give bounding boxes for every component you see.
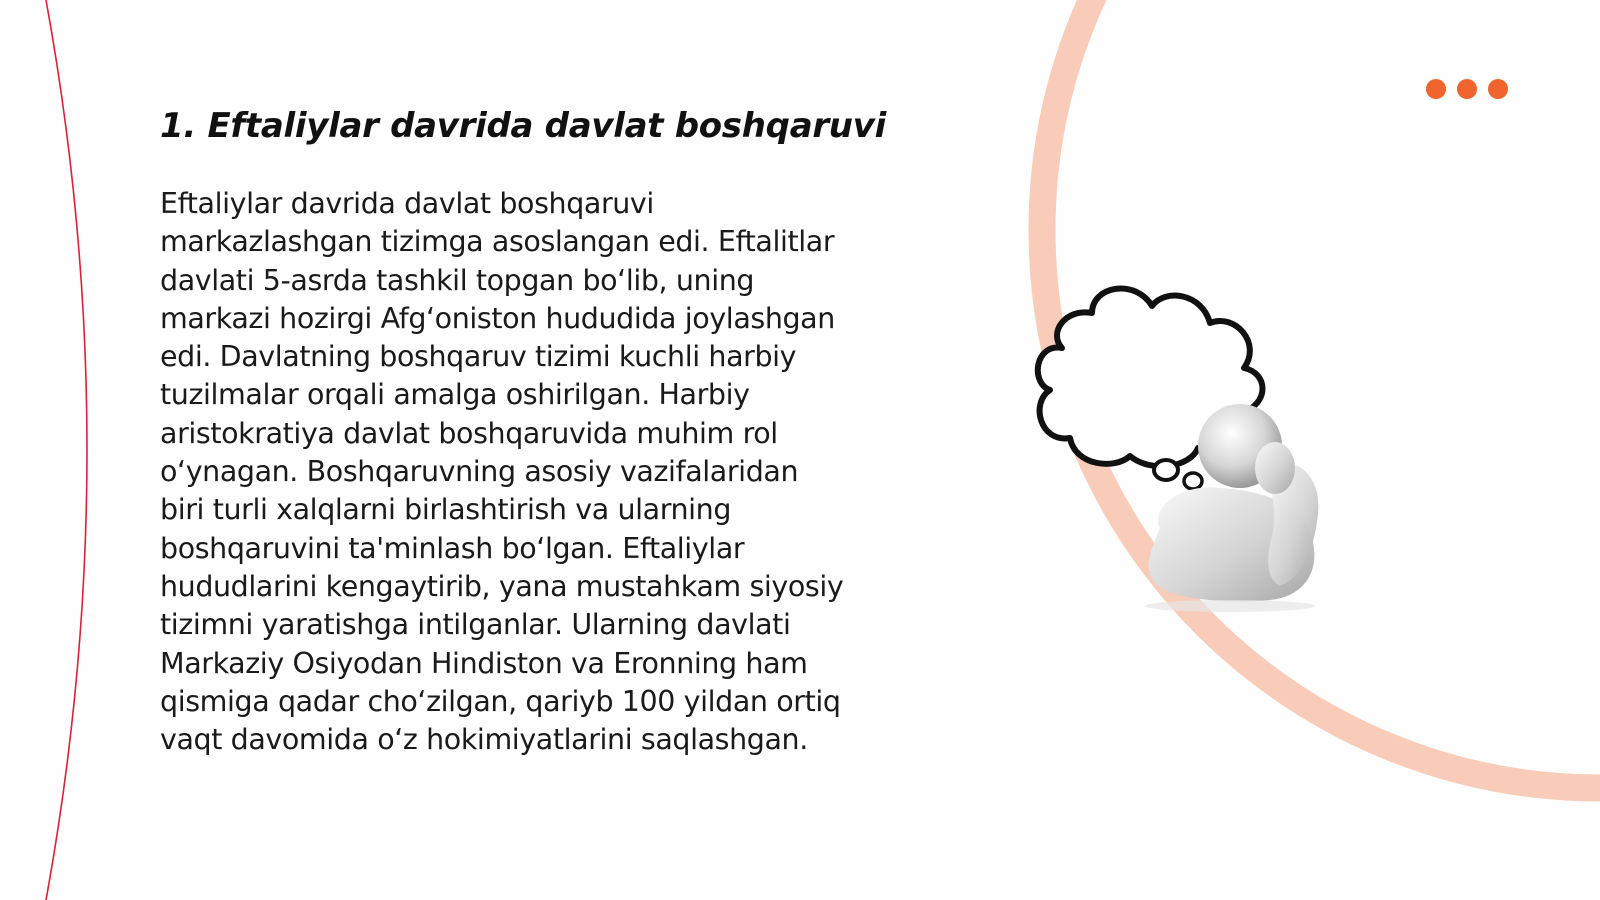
- three-dots-icon: [1426, 79, 1508, 99]
- thought-bubble-small: [1154, 460, 1178, 480]
- person-hand: [1255, 442, 1295, 494]
- thought-bubble-tiny: [1184, 473, 1202, 489]
- thinking-person-icon: [1030, 278, 1350, 618]
- dot-icon: [1426, 79, 1446, 99]
- dot-icon: [1457, 79, 1477, 99]
- slide-title: 1. Eftaliylar davrida davlat boshqaruvi: [160, 106, 886, 146]
- person-shadow: [1145, 600, 1315, 612]
- slide-body-text: Eftaliylar davrida davlat boshqaruvi markazlashgan tizimga asoslangan edi. Eftalitlar davlati 5-asrda tashkil topgan bo‘lib, uning markazi hozirgi Afg‘oniston hududida joylashgan edi. Davlatning boshqaruv tizimi kuchli harbiy tuzilmalar orqali amalga oshirilgan. Harbiy aristokratiya davlat boshqaruvida muhim rol o‘ynagan. Boshqaruvning asosiy vazifalaridan biri turli xalqlarni birlashtirish va ularning boshqaruvini ta'minlash bo‘lgan. Eftaliylar hududlarini kengaytirib, yana mustahkam siyosiy tizimni yaratishga intilganlar. Ularning davlati Markaziy Osiyodan Hindiston va Eronning ham qismiga qadar cho‘zilgan, qariyb 100 yildan ortiq vaqt davomida o‘z hokimiyatlarini saqlashgan.: [160, 187, 844, 757]
- dot-icon: [1488, 79, 1508, 99]
- left-red-arc: [46, 0, 87, 900]
